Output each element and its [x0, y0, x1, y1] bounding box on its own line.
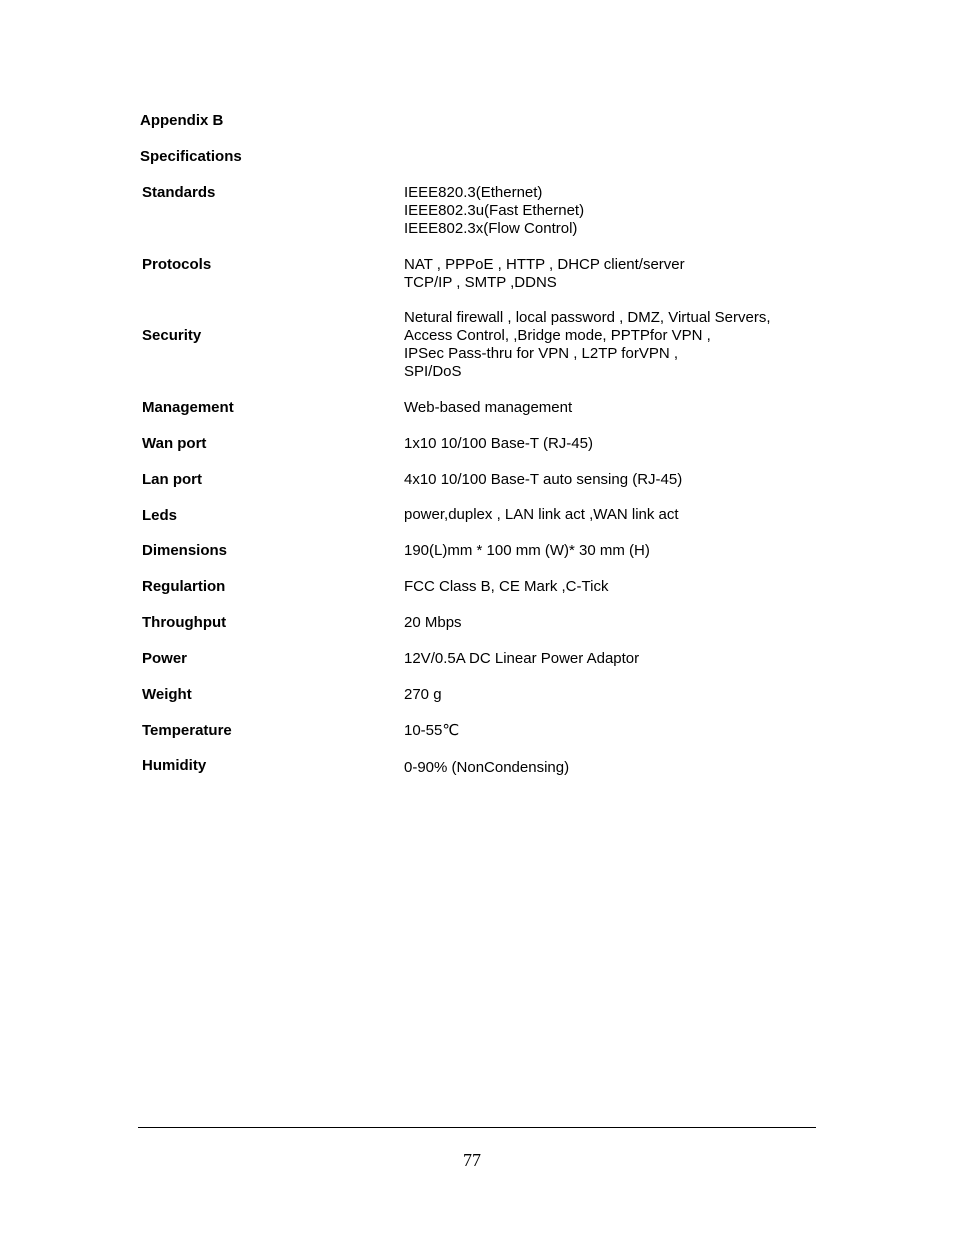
spec-value-line: 190(L)mm * 100 mm (W)* 30 mm (H): [404, 542, 650, 559]
spec-label: Humidity: [142, 757, 207, 774]
spec-label: Wan port: [142, 435, 207, 452]
spec-value: [404, 614, 462, 632]
spec-value: [404, 506, 679, 524]
spec-value-line: NAT , PPPoE , HTTP , DHCP client/server: [404, 256, 685, 273]
spec-label: Lan port: [142, 471, 202, 488]
spec-value: [404, 435, 593, 453]
spec-value: [404, 722, 459, 740]
spec-value: [404, 471, 682, 489]
spec-value-line: SPI/DoS: [404, 363, 462, 380]
spec-value: [404, 578, 608, 596]
spec-value-line: TCP/IP , SMTP ,DDNS: [404, 274, 557, 291]
spec-value: [404, 184, 584, 238]
spec-value: [404, 650, 639, 668]
spec-value-line: 10-55℃: [404, 722, 460, 739]
appendix-title: Appendix B: [140, 112, 224, 129]
spec-value: [404, 686, 442, 704]
spec-value: [404, 542, 650, 560]
spec-value: [404, 759, 569, 777]
spec-value-line: Netural firewall , local password , DMZ, Virtual Servers,: [404, 309, 771, 326]
spec-label: Leds: [142, 507, 178, 524]
spec-value-line: 1x10 10/100 Base-T (RJ-45): [404, 435, 593, 452]
spec-label: Standards: [142, 184, 216, 201]
spec-label: Throughput: [142, 614, 227, 631]
spec-label: Regulartion: [142, 578, 226, 595]
spec-value-line: 20 Mbps: [404, 614, 462, 631]
spec-value-line: 270 g: [404, 686, 442, 703]
page-number: 77: [463, 1150, 481, 1170]
spec-value-line: IPSec Pass-thru for VPN , L2TP forVPN ,: [404, 345, 678, 362]
spec-value-line: Access Control, ,Bridge mode, PPTPfor VPN ,: [404, 327, 711, 344]
spec-label: Protocols: [142, 256, 212, 273]
spec-value-line: 12V/0.5A DC Linear Power Adaptor: [404, 650, 640, 667]
spec-value-line: Web-based management: [404, 399, 573, 416]
spec-value-line: IEEE802.3x(Flow Control): [404, 220, 578, 237]
spec-label: Management: [142, 399, 234, 416]
spec-label: Power: [142, 650, 188, 667]
spec-value: [404, 256, 685, 292]
spec-value-line: power,duplex , LAN link act ,WAN link act: [404, 506, 679, 523]
spec-value: [404, 399, 572, 417]
spec-value-line: 0-90% (NonCondensing): [404, 759, 570, 776]
spec-label: Temperature: [142, 722, 232, 739]
spec-value-line: 4x10 10/100 Base-T auto sensing (RJ-45): [404, 471, 683, 488]
specifications-heading: Specifications: [140, 148, 242, 165]
spec-label: Dimensions: [142, 542, 228, 559]
spec-value: [404, 309, 771, 381]
spec-value-line: FCC Class B, CE Mark ,C-Tick: [404, 578, 609, 595]
footer-divider: [138, 1127, 816, 1128]
spec-label: Security: [142, 327, 202, 344]
spec-value-line: IEEE802.3u(Fast Ethernet): [404, 202, 585, 219]
spec-value-line: IEEE820.3(Ethernet): [404, 184, 543, 201]
spec-label: Weight: [142, 686, 192, 703]
